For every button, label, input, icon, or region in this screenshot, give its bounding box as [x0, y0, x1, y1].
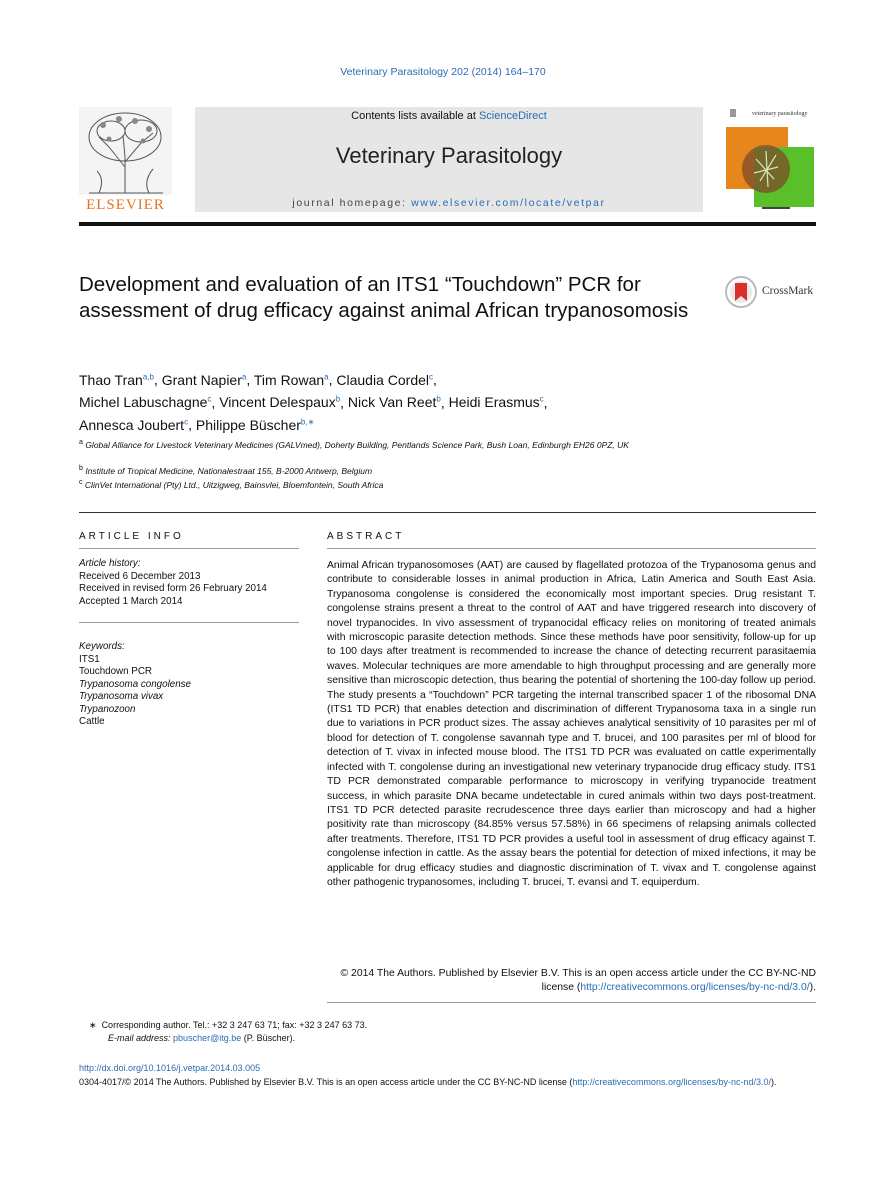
- author[interactable]: Nick Van Reet$^b$: [347, 394, 441, 411]
- contents-prefix: Contents lists available at: [351, 110, 479, 122]
- author[interactable]: Heidi Erasmus$^c$: [448, 394, 544, 411]
- section-rule: [79, 512, 816, 513]
- journal-cover-image: [726, 107, 816, 217]
- homepage-link[interactable]: www.elsevier.com/locate/vetpar: [411, 197, 606, 209]
- abstract-body: [327, 559, 816, 890]
- article-history: [79, 558, 299, 608]
- corresponding-author-note: ∗ Corresponding author. Tel.: +32 3 247 63 71; fax: +32 3 247 63 73.: [89, 1020, 368, 1030]
- author[interactable]: Philippe Büscher$^{b,∗}$: [195, 416, 315, 433]
- author[interactable]: Tim Rowan$^a$: [253, 371, 329, 388]
- abstract-text: Animal African trypanosomoses (AAT) are caused by flagellated protozoa of the Trypanosoma genus and contribute to considerable losses in animal production in Africa, Latin America and South East Asia. Trypanosoma congolense is considered the economically most important species. Drug resistant T. congolense strains present a threat to the control of AAT and have triggered research into discovery of novel trypanocides. In vivo assessment of trypanocidal efficacy relies on monitoring of treated animals with microscopic parasite detection methods. Since these methods have poor sensitivity, follow-up for up to 100 days after treatment is recommended to increase the chance of detecting recurrent parasitaemia waves. Molecular techniques are more amendable to high throughput processing and are generally more sensitive than microscopic detection, thus bearing the potential of shortening the 100-day follow up period. The study presents a “Touchdown” PCR targeting the internal transcribed spacer 1 of the ribosomal DNA (ITS1 TD PCR) that enables detection and discrimination of different Trypanosoma taxa in a single run due to variations in PCR product sizes. The assay achieves analytical sensitivity of 10 parasites per ml of blood for detection of T. congolense savannah type and T. brucei, and 100 parasites per ml of blood for detection of T. vivax in infected mouse blood. The ITS1 TD PCR was evaluated on cattle experimentally infected with T. congolense during an investigational new veterinary trypanocide drug efficacy study. ITS1 TD PCR demonstrated comparable performance to microscopy in verifying trypanocide treatment success, in which parasite DNA became undetectable in cured animals within two days post-treatment. ITS1 TD PCR detected parasite recrudescence three days earlier than microscopy and had a higher positivity rate than microscopy (84.85% versus 57.58%) in 66 specimens of relapsing animals collected after treatments. Therefore, ITS1 TD PCR provides a useful tool in assessment of drug efficacy against T. congolense infection in cattle. As the assay bears the potential for detection of mixed infections, it may be applicable for drug efficacy studies and diagnostic discrimination of T. vivax and T. congolense against other pathogenic trypanosomes, including T. brucei, T. evansi and T. equiperdum.: [327, 560, 816, 888]
- crossmark-badge[interactable]: [724, 275, 824, 309]
- history-accepted: Accepted 1 March 2014: [79, 595, 183, 607]
- keywords-label: Keywords:: [79, 641, 125, 652]
- journal-homepage: [195, 197, 703, 209]
- header-rule: [79, 222, 816, 226]
- article-info-rule: [79, 548, 299, 549]
- author-list: Thao Tran$^{a,b}$, Grant Napier$^a$, Tim Rowan$^a$, Claudia Cordel$^c$, Michel Labuschagne$^c$, Vincent Delespaux$^b$, Nick Van Reet$^b$, Heidi Erasmus$^c$, Annesca Joubert$^c$, Philippe Büscher$^{b,∗}$: [79, 371, 548, 433]
- keyword: ITS1: [79, 653, 100, 665]
- sciencedirect-link[interactable]: ScienceDirect: [478, 110, 547, 122]
- copyright-license-link[interactable]: http://creativecommons.org/licenses/by-nc-nd/3.0/: [572, 1077, 771, 1087]
- keyword: Trypanosoma congolense: [79, 678, 192, 690]
- copyright-note: 0304-4017/© 2014 The Authors. Published by Elsevier B.V. This is an open access article under the CC BY-NC-ND license (http://creativecommons.org/licenses/by-nc-nd/3.0/).: [79, 1077, 777, 1087]
- author[interactable]: Vincent Delespaux$^b$: [219, 394, 341, 411]
- cover-title: veterinary parasitology: [752, 111, 808, 117]
- affiliation-c: $^c$ ClinVet International (Pty) Ltd., Uitzigweg, Bainsvlei, Bloemfontein, South Africa: [79, 478, 384, 490]
- email-link[interactable]: pbuscher@itg.be: [173, 1033, 242, 1043]
- contents-line: [195, 110, 703, 122]
- keyword: Touchdown PCR: [79, 666, 152, 677]
- abstract-rule: [327, 548, 816, 549]
- crossmark-label: CrossMark: [762, 285, 814, 297]
- keyword: Trypanosoma vivax: [79, 691, 164, 702]
- journal-title: Veterinary Parasitology: [335, 143, 563, 168]
- keywords-rule: [79, 622, 299, 623]
- keyword: Cattle: [79, 716, 105, 727]
- doi-link[interactable]: http://dx.doi.org/10.1016/j.vetpar.2014.03.005: [79, 1063, 261, 1073]
- affiliation-a: $^a$ Global Alliance for Livestock Veterinary Medicines (GALVmed), Doherty Building, Pentlands Science Park, Bush Loan, Edinburgh EH26 0PZ, UK: [79, 438, 629, 450]
- keyword: Trypanozoon: [79, 703, 136, 715]
- affiliation-b: $^b$ Institute of Tropical Medicine, Nationalestraat 155, B-2000 Antwerp, Belgium: [79, 464, 373, 476]
- homepage-prefix: journal homepage:: [292, 197, 412, 209]
- abstract-license: © 2014 The Authors. Published by Elsevier B.V. This is an open access article under the CC BY-NC-ND license (http://creativecommons.org/licenses/by-nc-nd/3.0/).: [340, 968, 816, 994]
- history-received: Received 6 December 2013: [79, 570, 201, 582]
- abstract-heading: ABSTRACT: [327, 531, 405, 542]
- keywords: [79, 641, 299, 729]
- history-revised: Received in revised form 26 February 2014: [79, 583, 267, 594]
- author[interactable]: Thao Tran$^{a,b}$: [79, 371, 154, 388]
- author[interactable]: Michel Labuschagne$^c$: [79, 394, 212, 411]
- author[interactable]: Annesca Joubert$^c$: [79, 416, 189, 433]
- article-title: Development and evaluation of an ITS1 “Touchdown” PCR for assessment of drug efficacy against animal African trypanosomosis: [79, 273, 689, 322]
- publisher-name: ELSEVIER: [86, 197, 165, 213]
- author[interactable]: Grant Napier$^a$: [161, 371, 247, 388]
- journal-citation[interactable]: Veterinary Parasitology 202 (2014) 164–170: [340, 66, 546, 78]
- author[interactable]: Claudia Cordel$^c$: [336, 371, 433, 388]
- email-note: E-mail address: pbuscher@itg.be (P. Büscher).: [108, 1033, 296, 1043]
- license-link[interactable]: http://creativecommons.org/licenses/by-nc-nd/3.0/: [580, 982, 810, 994]
- abstract-end-rule: [327, 1002, 816, 1003]
- crossmark-icon: [724, 275, 758, 309]
- article-info-heading: ARTICLE INFO: [79, 531, 184, 542]
- history-label: Article history:: [79, 558, 141, 569]
